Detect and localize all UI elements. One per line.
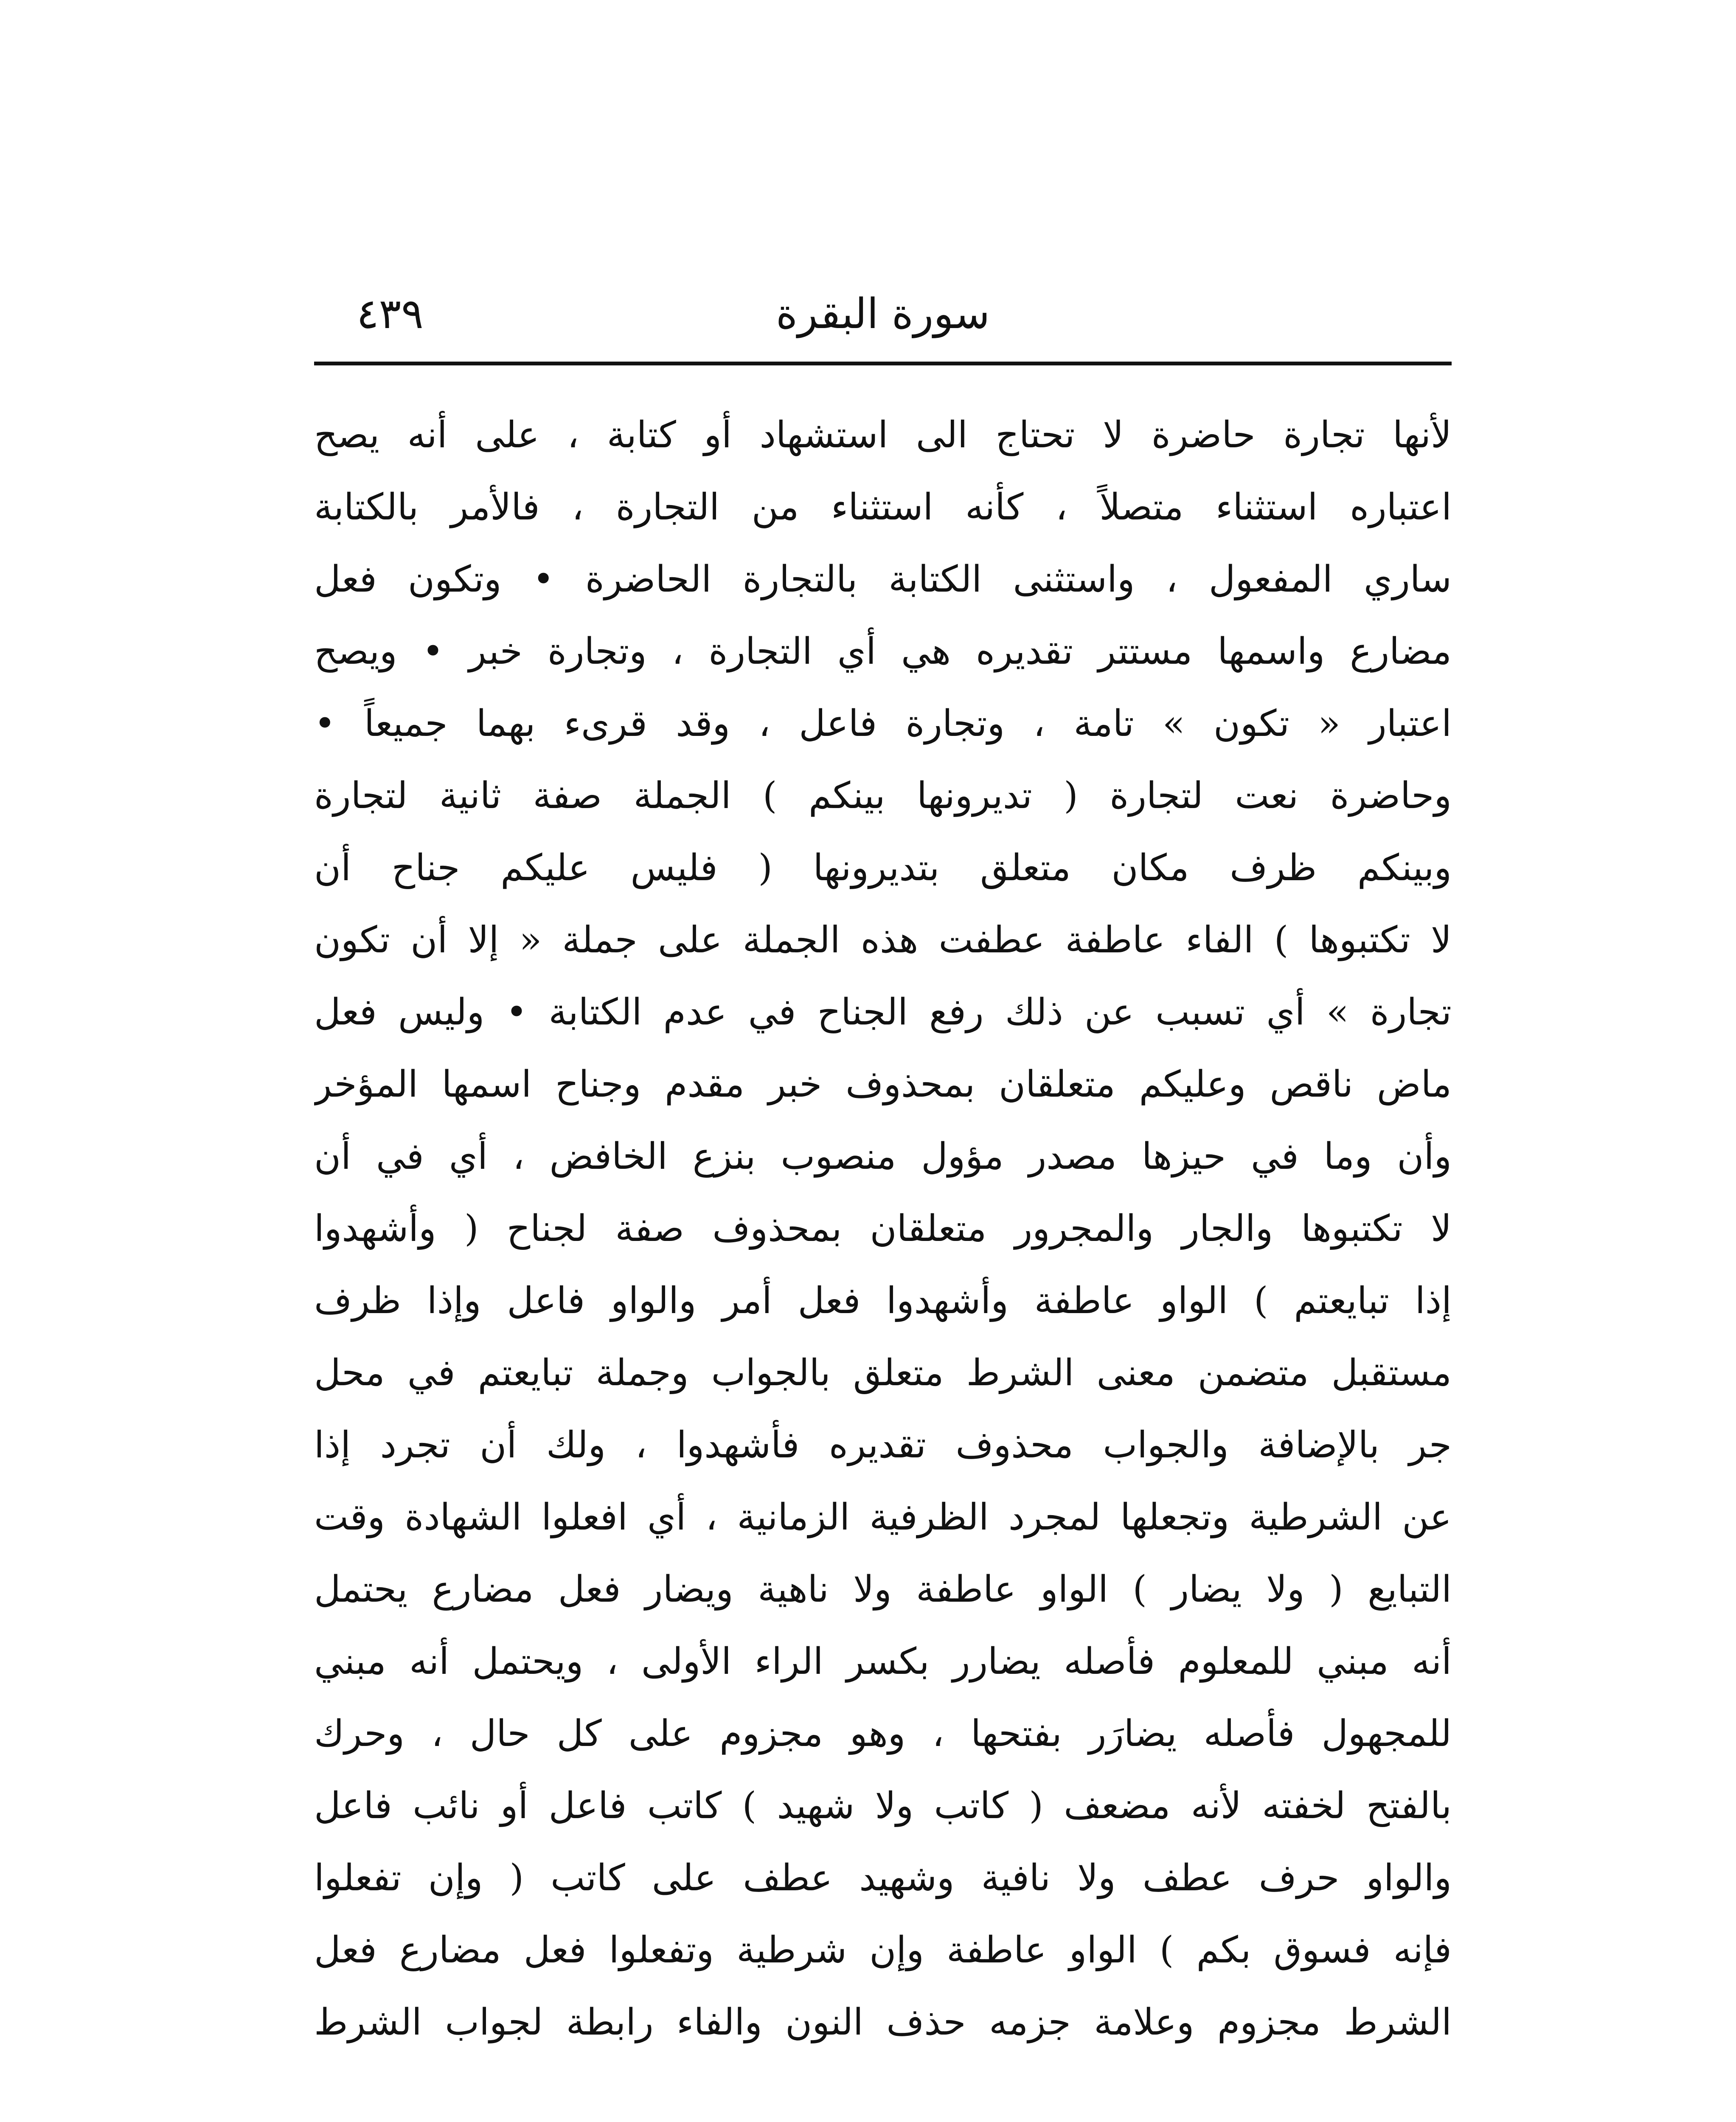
text-line: اعتباره استثناء متصلاً ، كأنه استثناء من التجارة ، فالأمر بالكتابة: [314, 486, 1452, 528]
text-line: ساري المفعول ، واستثنى الكتابة بالتجارة الحاضرة • وتكون فعل: [314, 558, 1452, 601]
text-line: للمجهول فأصله يضارَر بفتحها ، وهو مجزوم على كل حال ، وحرك: [314, 1712, 1452, 1755]
text-line: التبايع ( ولا يضار ) الواو عاطفة ولا ناهية ويضار فعل مضارع يحتمل: [314, 1568, 1452, 1611]
surah-title: سورة البقرة: [775, 290, 990, 338]
text-line: والواو حرف عطف ولا نافية وشهيد عطف على كاتب ( وإن تفعلوا: [314, 1857, 1452, 1899]
text-line: مستقبل متضمن معنى الشرط متعلق بالجواب وجملة تبايعتم في محل: [314, 1352, 1452, 1394]
text-line: تجارة » أي تسبب عن ذلك رفع الجناح في عدم الكتابة • وليس فعل: [314, 991, 1452, 1033]
text-line: لأنها تجارة حاضرة لا تحتاج الى استشهاد أو كتابة ، على أنه يصح: [314, 414, 1452, 456]
text-line: عن الشرطية وتجعلها لمجرد الظرفية الزمانية ، أي افعلوا الشهادة وقت: [314, 1496, 1452, 1538]
text-line: فإنه فسوق بكم ) الواو عاطفة وإن شرطية وتفعلوا فعل مضارع فعل: [314, 1929, 1452, 1971]
text-line: أنه مبني للمعلوم فأصله يضارر بكسر الراء الأولى ، ويحتمل أنه مبني: [314, 1640, 1452, 1683]
text-line: مضارع واسمها مستتر تقديره هي أي التجارة ، وتجارة خبر • ويصح: [314, 630, 1452, 673]
text-line: وحاضرة نعت لتجارة ( تديرونها بينكم ) الجملة صفة ثانية لتجارة: [314, 775, 1452, 817]
page-header: [314, 272, 1452, 356]
text-line: بالفتح لخفته لأنه مضعف ( كاتب ولا شهيد ) كاتب فاعل أو نائب فاعل: [314, 1785, 1452, 1827]
text-line: وأن وما في حيزها مصدر مؤول منصوب بنزع الخافض ، أي في أن: [314, 1135, 1452, 1178]
text-line: لا تكتبوها ) الفاء عاطفة عطفت هذه الجملة على جملة « إلا أن تكون: [314, 919, 1452, 961]
page-number: ٤٣٩: [357, 290, 424, 338]
text-line: ماض ناقص وعليكم متعلقان بمحذوف خبر مقدم وجناح اسمها المؤخر: [314, 1063, 1452, 1106]
text-line: وبينكم ظرف مكان متعلق بتديرونها ( فليس عليكم جناح أن: [314, 847, 1452, 889]
text-line: اعتبار « تكون » تامة ، وتجارة فاعل ، وقد قرىء بهما جميعاً •: [314, 702, 1452, 745]
text-line: لا تكتبوها والجار والمجرور متعلقان بمحذوف صفة لجناح ( وأشهدوا: [314, 1207, 1452, 1250]
text-line: جر بالإضافة والجواب محذوف تقديره فأشهدوا ، ولك أن تجرد إذا: [314, 1424, 1452, 1466]
text-line: الشرط مجزوم وعلامة جزمه حذف النون والفاء رابطة لجواب الشرط: [314, 2001, 1452, 2043]
text-line: إذا تبايعتم ) الواو عاطفة وأشهدوا فعل أمر والواو فاعل وإذا ظرف: [314, 1280, 1452, 1322]
header-divider: [314, 362, 1452, 365]
body-text: [314, 399, 1452, 2122]
